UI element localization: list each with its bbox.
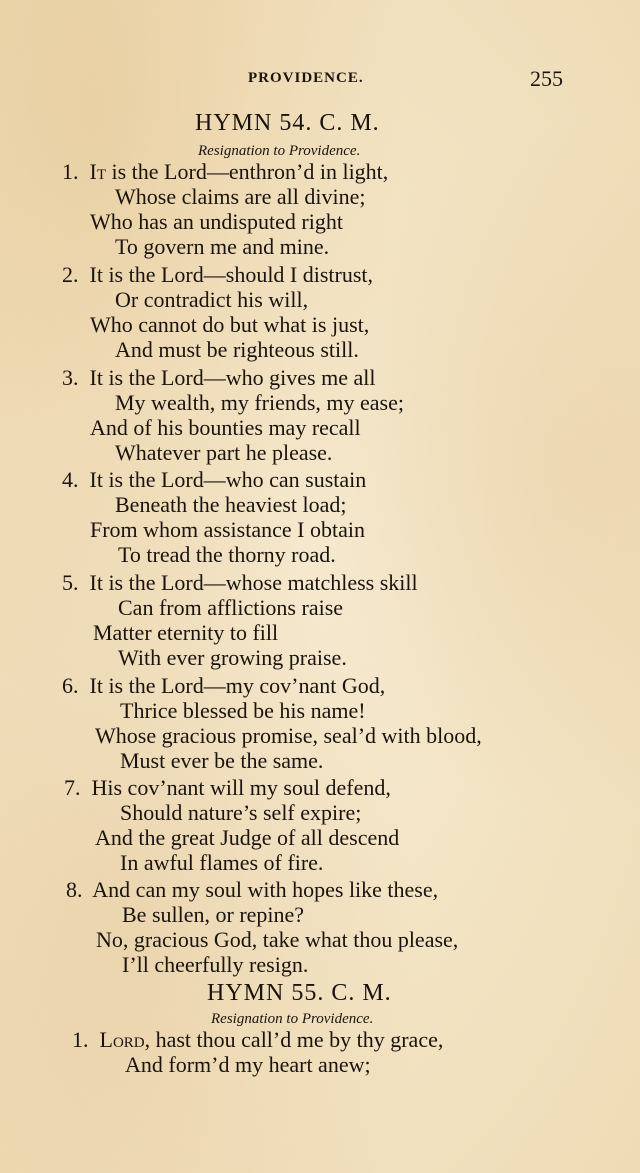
stanza-5-line-4: With ever growing praise. [118, 645, 347, 670]
stanza-7-line-1: 7. His cov’nant will my soul defend, [64, 775, 391, 800]
stanza-5-line-1: 5. It is the Lord—whose matchless skill [62, 570, 418, 595]
stanza-2-line-1: 2. It is the Lord—should I distrust, [62, 262, 374, 287]
stanza-3-line-1: 3. It is the Lord—who gives me all [62, 365, 376, 390]
stanza-4-line-2: Beneath the heaviest load; [115, 492, 347, 517]
stanza-3-line-4: Whatever part he please. [115, 440, 333, 465]
stanza-2-line-2: Or contradict his will, [115, 287, 309, 312]
stanza-1-line-4: To govern me and mine. [115, 234, 330, 259]
stanza-6-line-1: 6. It is the Lord—my cov’nant God, [62, 673, 386, 698]
stanza-6-line-2: Thrice blessed be his name! [120, 698, 366, 723]
stanza-8-line-1: 8. And can my soul with hopes like these, [66, 877, 439, 902]
stanza-4-line-4: To tread the thorny road. [118, 542, 336, 567]
stanza-8-line-2: Be sullen, or repine? [122, 902, 305, 927]
stanza-1-line-3: Who has an undisputed right [90, 209, 343, 234]
stanza-2-line-4: And must be righteous still. [115, 337, 359, 362]
hymn-54-subtitle: Resignation to Providence. [198, 143, 361, 159]
stanza-8-line-4: I’ll cheerfully resign. [122, 952, 309, 977]
stanza-4-line-1: 4. It is the Lord—who can sustain [62, 467, 367, 492]
stanza-6-line-3: Whose gracious promise, seal’d with blood, [95, 723, 482, 748]
stanza-5-line-2: Can from afflictions raise [118, 595, 344, 620]
stanza-7-line-4: In awful flames of fire. [120, 850, 324, 875]
running-head: PROVIDENCE. [248, 70, 364, 86]
stanza-7-line-2: Should nature’s self expire; [120, 800, 362, 825]
stanza-1-line-1: 1. It is the Lord—enthron’d in light, [62, 159, 389, 184]
stanza-4-line-3: From whom assistance I obtain [90, 517, 365, 542]
hymn-55-subtitle: Resignation to Providence. [211, 1011, 374, 1027]
page-number: 255 [530, 66, 563, 91]
hymn-55-stanza-1-line-2: And form’d my heart anew; [125, 1052, 371, 1077]
stanza-3-line-2: My wealth, my friends, my ease; [115, 390, 404, 415]
stanza-6-line-4: Must ever be the same. [120, 748, 324, 773]
stanza-7-line-3: And the great Judge of all descend [95, 825, 400, 850]
stanza-2-line-3: Who cannot do but what is just, [90, 312, 370, 337]
stanza-3-line-3: And of his bounties may recall [90, 415, 361, 440]
hymn-55-stanza-1-line-1: 1. Lord, hast thou call’d me by thy grace, [72, 1027, 444, 1052]
stanza-1-line-2: Whose claims are all divine; [115, 184, 366, 209]
stanza-5-line-3: Matter eternity to fill [93, 620, 279, 645]
hymn-55-title: HYMN 55. C. M. [207, 980, 392, 1006]
stanza-8-line-3: No, gracious God, take what thou please, [96, 927, 459, 952]
hymn-54-title: HYMN 54. C. M. [195, 110, 380, 136]
